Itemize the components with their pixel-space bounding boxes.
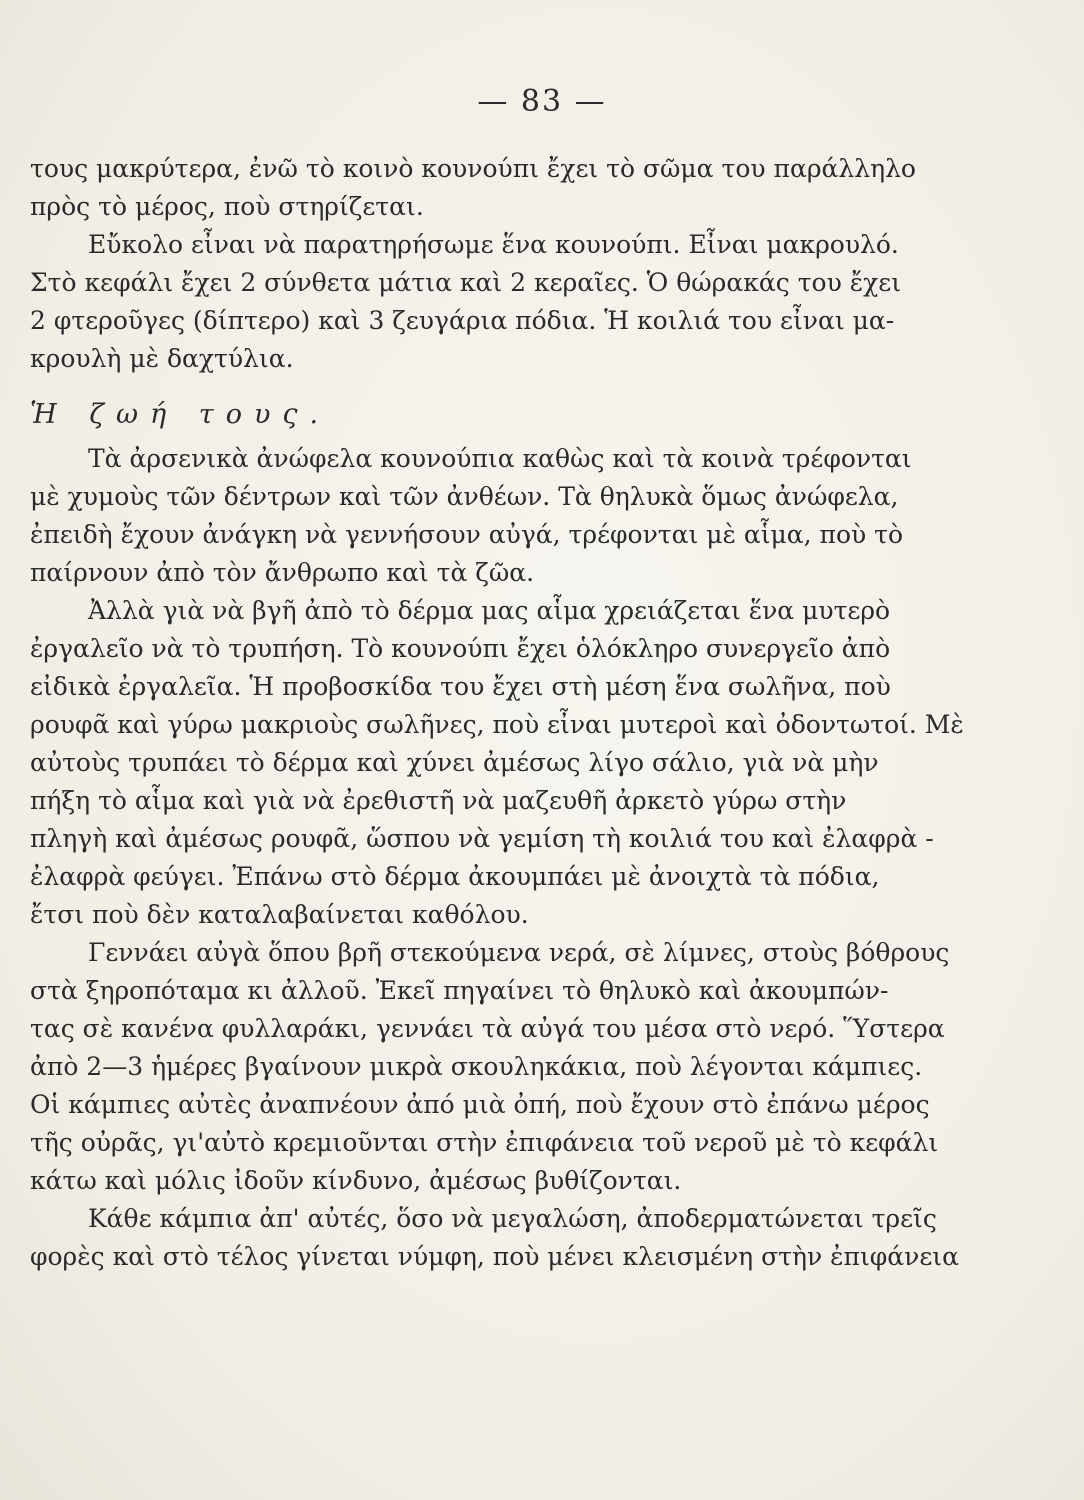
text-line: Γεννάει αὐγὰ ὅπου βρῆ στεκούμενα νερά, σὲ λίμνες, στοὺς βόθρους [88,938,950,967]
text-line: 2 φτεροῦγες (δίπτερο) καὶ 3 ζευγάρια πόδια. Ἡ κοιλιά του εἶναι μα- [30,306,895,335]
text-line: μὲ χυμοὺς τῶν δέντρων καὶ τῶν ἀνθέων. Τὰ θηλυκὰ ὅμως ἀνώφελα, [30,482,899,511]
text-line: στὰ ξηροπόταμα κι ἀλλοῦ. Ἐκεῖ πηγαίνει τὸ θηλυκὸ καὶ ἀκουμπών- [30,976,889,1005]
text-line: ἔτσι ποὺ δὲν καταλαβαίνεται καθόλου. [30,900,529,929]
text-line: Ἀλλὰ γιὰ νὰ βγῆ ἀπὸ τὸ δέρμα μας αἷμα χρειάζεται ἕνα μυτερὸ [88,596,891,625]
text-line: Στὸ κεφάλι ἔχει 2 σύνθετα μάτια καὶ 2 κεραῖες. Ὁ θώρακάς του ἔχει [30,268,902,297]
text-line: κρουλὴ μὲ δαχτύλια. [30,344,294,373]
text-line: Οἱ κάμπιες αὐτὲς ἀναπνέουν ἀπό μιὰ ὀπή, ποὺ ἔχουν στὸ ἐπάνω μέρος [30,1090,930,1119]
text-line: ρουφᾶ καὶ γύρω μακριοὺς σωλῆνες, ποὺ εἶναι μυτεροὶ καὶ ὀδοντωτοί. Μὲ [30,710,964,739]
text-line: πρὸς τὸ μέρος, ποὺ στηρίζεται. [30,192,424,221]
text-line: πήξη τὸ αἷμα καὶ γιὰ νὰ ἐρεθιστῆ νὰ μαζευθῆ ἀρκετὸ γύρω στὴν [30,786,847,815]
text-line: αὐτοὺς τρυπάει τὸ δέρμα καὶ χύνει ἀμέσως λίγο σάλιο, γιὰ νὰ μὴν [30,748,879,777]
text-line: τας σὲ κανένα φυλλαράκι, γεννάει τὰ αὐγά του μέσα στὸ νερό. Ὕστερα [30,1014,945,1043]
text-line: ἐλαφρὰ φεύγει. Ἐπάνω στὸ δέρμα ἀκουμπάει μὲ ἀνοιχτὰ τὰ πόδια, [30,862,880,891]
text-line: παίρνουν ἀπὸ τὸν ἄνθρωπο καὶ τὰ ζῶα. [30,558,535,587]
section-heading: Ἡ ζωή τους. [30,399,331,430]
text-line: Εὔκολο εἶναι νὰ παρατηρήσωμε ἕνα κουνούπι. Εἶναι μακρουλό. [88,230,899,259]
text-line: Κάθε κάμπια ἀπ' αὐτές, ὅσο νὰ μεγαλώση, ἀποδερματώνεται τρεῖς [88,1204,937,1233]
page-number: — 83 — [477,84,607,119]
text-line: ἀπὸ 2—3 ἡμέρες βγαίνουν μικρὰ σκουληκάκια, ποὺ λέγονται κάμπιες. [30,1052,923,1081]
text-line: εἰδικὰ ἐργαλεῖα. Ἡ προβοσκίδα του ἔχει στὴ μέση ἕνα σωλῆνα, ποὺ [30,672,891,701]
text-line: φορὲς καὶ στὸ τέλος γίνεται νύμφη, ποὺ μένει κλεισμένη στὴν ἐπιφάνεια [30,1242,959,1271]
text-line: ἐργαλεῖο νὰ τὸ τρυπήση. Τὸ κουνούπι ἔχει ὁλόκληρο συνεργεῖο ἀπὸ [30,634,891,663]
text-line: ἐπειδὴ ἔχουν ἀνάγκη νὰ γεννήσουν αὐγά, τρέφονται μὲ αἷμα, ποὺ τὸ [30,520,904,549]
text-line: Τὰ ἀρσενικὰ ἀνώφελα κουνούπια καθὼς καὶ τὰ κοινὰ τρέφονται [88,444,912,473]
text-line: κάτω καὶ μόλις ἰδοῦν κίνδυνο, ἀμέσως βυθίζονται. [30,1166,682,1195]
text-line: πληγὴ καὶ ἀμέσως ρουφᾶ, ὥσπου νὰ γεμίση τὴ κοιλιά του καὶ ἐλαφρὰ - [30,824,934,853]
body-text [30,150,1015,1276]
text-line: τῆς οὐρᾶς, γι'αὐτὸ κρεμιοῦνται στὴν ἐπιφάνεια τοῦ νεροῦ μὲ τὸ κεφάλι [30,1128,939,1157]
text-line: τους μακρύτερα, ἐνῶ τὸ κοινὸ κουνούπι ἔχει τὸ σῶμα του παράλληλο [30,154,916,183]
